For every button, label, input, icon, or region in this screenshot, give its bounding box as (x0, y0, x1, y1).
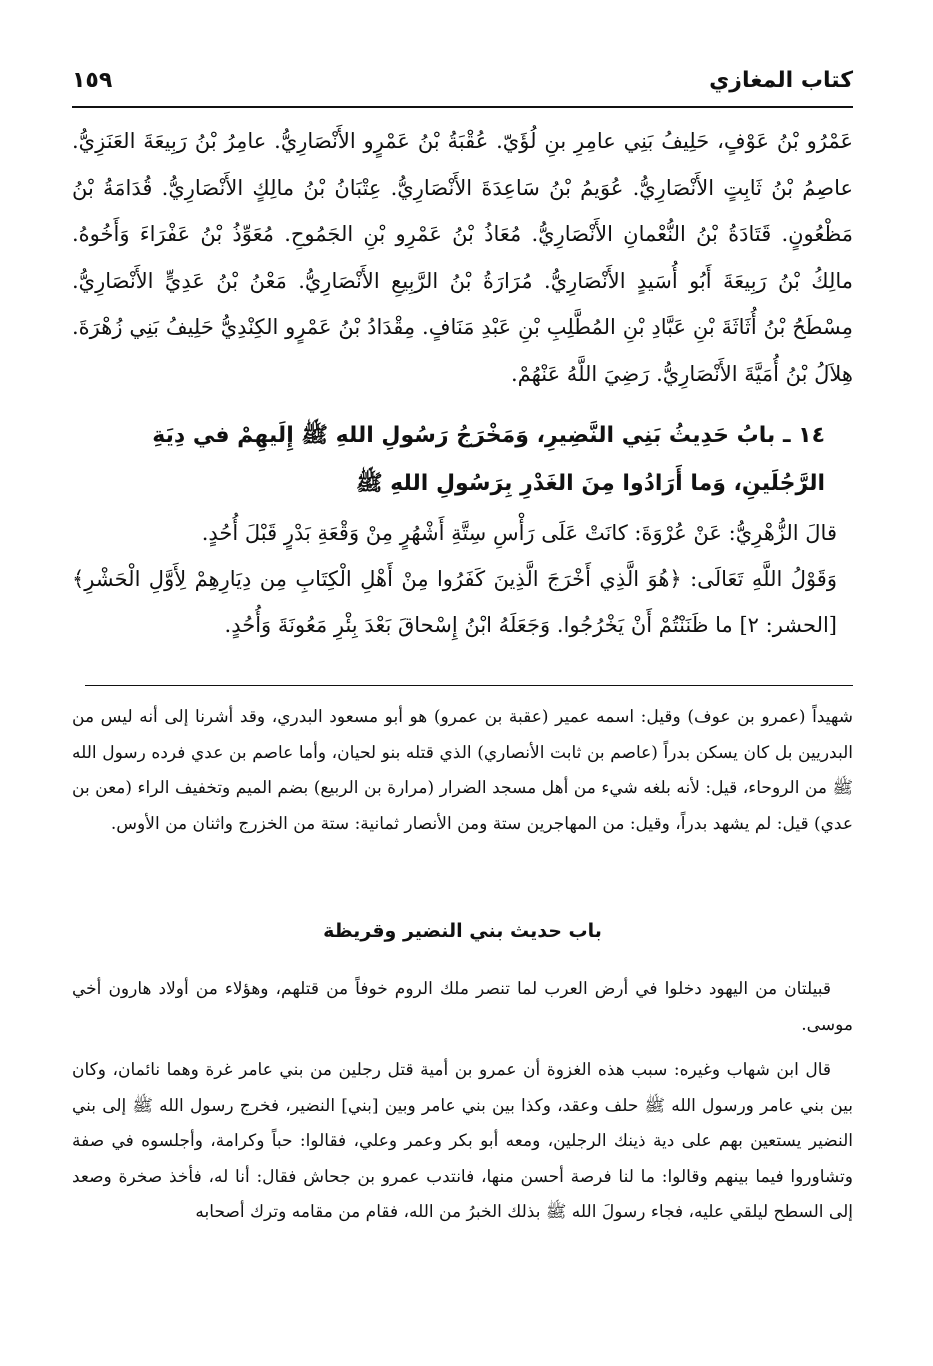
commentary-subheading: باب حديث بني النضير وقريظة (323, 920, 602, 942)
main-text-block (72, 118, 853, 397)
commentary-paragraph: شهيداً (عمرو بن عوف) وقيل: اسمه عمير (عقبة بن عمرو) هو أبو مسعود البدري، وقد أشرنا إلى أنه ليس من البدريين بل كان يسكن بدراً (عاصم بن ثابت الأنصاري) الذي قتله بنو لحيان، وأما عاصم بن عدي فرده رسول الله ﷺ من الروحاء، قيل: لأنه بلغه شيء من أهل مسجد الضرار (مرارة بن الربيع) بضم الميم وتخفيف الراء (معن بن عدي) قيل: لم يشهد بدراً، وقيل: من المهاجرين ستة ومن الأنصار ثمانية: ستة من الخزرج واثنان من الأوس. (72, 707, 853, 834)
zuhri-narration: قالَ الزُّهْرِيُّ: عَنْ عُرْوَةَ: كانَتْ عَلَى رَأْسِ سِتَّةِ أَشْهُرٍ مِنْ وَقْعَةِ بَدْرٍ قَبْلَ أُحُدٍ. (201, 521, 837, 545)
page-header (72, 66, 853, 108)
page-number: ١٥٩ (72, 68, 113, 93)
companions-list-paragraph: عَمْرُو بْنُ عَوْفٍ، حَلِيفُ بَنِي عامِرِ بنِ لُؤَيّ. عُقْبَةُ بْنُ عَمْرٍو الأَنْصَارِيُّ. عامِرُ بْنُ رَبِيعَةَ العَنَزِيُّ. عاصِمُ بْنُ ثَابِتٍ الأَنْصَارِيُّ. عُوَيمُ بْنُ سَاعِدَةَ الأَنْصَارِيُّ. عِتْبَانُ بْنُ مالِكٍ الأَنْصَارِيُّ. قُدَامَةُ بْنُ مَظْعُونٍ. قَتَادَةُ بْنُ النُّعْمانِ الأَنْصَارِيُّ. مُعَاذُ بْنُ عَمْرِو بْنِ الجَمُوحِ. مُعَوِّذُ بْنُ عَفْرَاءَ وَأَخُوهُ. مالِكُ بْنُ رَبِيعَةَ أَبُو أُسَيدٍ الأَنْصَارِيُّ. مُرَارَةُ بْنُ الرَّبِيعِ الأَنْصَارِيُّ. مَعْنُ بْنُ عَدِيٍّ الأَنْصَارِيُّ. مِسْطَحُ بْنُ أُثَاثَةَ بْنِ عَبَّادِ بْنِ المُطَّلِبِ بْنِ عَبْدِ مَنَافٍ. مِقْدَادُ بْنُ عَمْرٍو الكِنْدِيُّ حَلِيفُ بَنِي زُهْرَةَ. هِلاَلُ بْنُ أُمَيَّةَ الأَنْصَارِيُّ. رَضِيَ اللَّهُ عَنْهُمْ. (72, 129, 853, 386)
quran-verse-paragraph: وَقَوْلُ اللَّهِ تَعَالَى: ﴿هُوَ الَّذِي أَخْرَجَ الَّذِينَ كَفَرُوا مِنْ أَهْلِ الْكِتَابِ مِن دِيَارِهِمْ لِأَوَّلِ الْحَشْرِ﴾ [الحشر: ٢] ما ظَنَنْتُمْ أَنْ يَخْرُجُوا. وَجَعَلَهُ ابْنُ إِسْحاقَ بَعْدَ بِئْرِ مَعُونَةَ وَأُحُدٍ. (72, 567, 837, 637)
commentary-body-paragraph-2: قال ابن شهاب وغيره: سبب هذه الغزوة أن عمرو بن أمية قتل رجلين من بني عامر غرة وهما نائمان، وكان بين بني عامر ورسول الله ﷺ حلف وعقد، وكذا بين بني عامر وبين [بني] النضير، فخرج رسول الله ﷺ إلى بني النضير يستعين بهم على دية ذينك الرجلين، ومعه أبو بكر وعمر وعلي، فقالوا: حباً وكرامة، وأجلسوه في صفة وتشاوروا فيما بينهم وقالوا: ما لنا فرصة أحسن منها، فانتدب عمرو بن جحاش فقال: أنا له، فأخذ صخرة وصعد إلى السطح ليلقي عليه، فجاء رسولَ الله ﷺ بذلك الخبرُ من الله، فقام من مقامه وترك أصحابه (72, 1060, 853, 1222)
commentary-body (72, 972, 853, 1241)
book-title: كتاب المغازي (709, 68, 853, 93)
commentary-notes (72, 700, 853, 842)
commentary-body-paragraph-1: قبيلتان من اليهود دخلوا في أرض العرب لما تنصر ملك الروم خوفاً من قتلهم، وهؤلاء من أولاد هارون أخي موسى. (72, 979, 853, 1035)
chapter-heading: ١٤ ـ بابُ حَدِيثُ بَنِي النَّضِيرِ، وَمَخْرَجُ رَسُولِ اللهِ ﷺ إِلَيهِمْ في دِيَةِ الرَّجُلَينِ، وَما أَرَادُوا مِنَ الغَدْرِ بِرَسُولِ اللهِ ﷺ (152, 423, 825, 496)
narration-block (72, 510, 853, 648)
footnote-divider (85, 685, 853, 686)
